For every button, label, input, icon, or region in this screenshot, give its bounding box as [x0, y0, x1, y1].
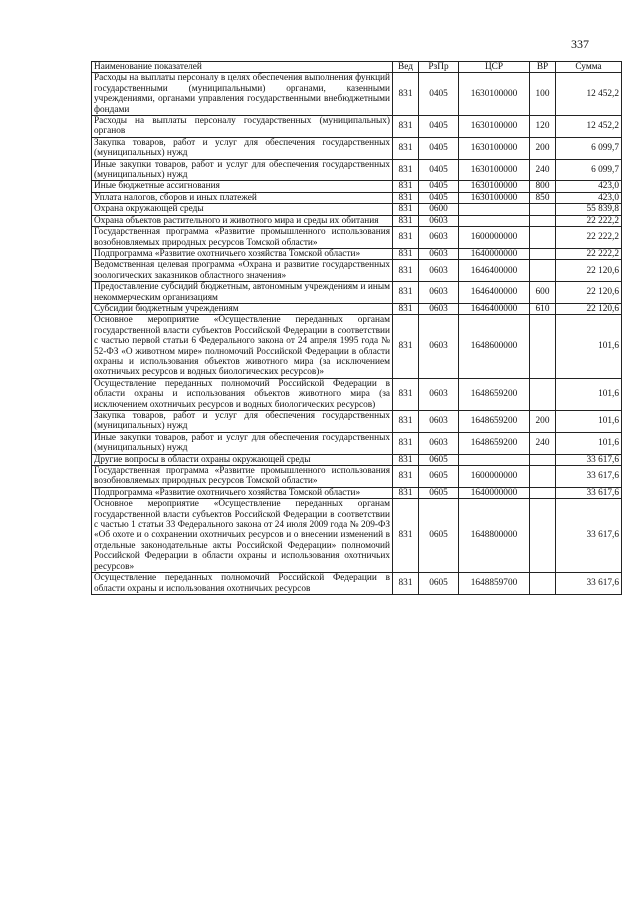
cell-csr [459, 215, 530, 226]
cell-ved: 831 [393, 248, 419, 259]
header-rzpr: РзПр [419, 62, 459, 73]
cell-sum: 101,6 [556, 411, 622, 433]
cell-vr [530, 215, 556, 226]
cell-sum: 12 452,2 [556, 73, 622, 116]
cell-name: Расходы на выплаты персоналу государственных (муниципальных) органов [92, 116, 393, 138]
cell-rzpr: 0603 [419, 248, 459, 259]
cell-vr [530, 487, 556, 498]
cell-sum: 101,6 [556, 378, 622, 410]
table-row [92, 282, 622, 304]
header-ved: Вед [393, 62, 419, 73]
cell-sum: 33 617,6 [556, 466, 622, 488]
cell-rzpr: 0603 [419, 215, 459, 226]
cell-name: Подпрограмма «Развитие охотничьего хозяйства Томской области» [92, 248, 393, 259]
cell-name: Субсидии бюджетным учреждениям [92, 303, 393, 314]
cell-ved: 831 [393, 159, 419, 181]
cell-csr: 1648600000 [459, 315, 530, 378]
table-row [92, 116, 622, 138]
cell-rzpr: 0405 [419, 116, 459, 138]
table-row [92, 204, 622, 215]
cell-ved: 831 [393, 454, 419, 465]
cell-rzpr: 0405 [419, 192, 459, 203]
cell-name: Уплата налогов, сборов и иных платежей [92, 192, 393, 203]
header-vr: ВР [530, 62, 556, 73]
cell-sum: 101,6 [556, 432, 622, 454]
cell-csr: 1600000000 [459, 227, 530, 249]
cell-vr [530, 378, 556, 410]
cell-csr: 1630100000 [459, 116, 530, 138]
cell-sum: 423,0 [556, 181, 622, 192]
cell-rzpr: 0605 [419, 499, 459, 573]
cell-rzpr: 0405 [419, 159, 459, 181]
cell-name: Другие вопросы в области охраны окружающей среды [92, 454, 393, 465]
budget-table [91, 61, 622, 595]
cell-rzpr: 0605 [419, 454, 459, 465]
cell-ved: 831 [393, 282, 419, 304]
page-number: 337 [571, 37, 589, 51]
cell-ved: 831 [393, 181, 419, 192]
cell-ved: 831 [393, 411, 419, 433]
cell-ved: 831 [393, 573, 419, 595]
cell-sum: 33 617,6 [556, 573, 622, 595]
cell-csr: 1648800000 [459, 499, 530, 573]
table-row [92, 73, 622, 116]
cell-csr: 1646400000 [459, 260, 530, 282]
cell-sum: 12 452,2 [556, 116, 622, 138]
cell-name: Расходы на выплаты персоналу в целях обеспечения выполнения функций государственными (муниципальными) органами, казенными учреждениями, органами управления государственными внебюджетными фондами [92, 73, 393, 116]
cell-sum: 33 617,6 [556, 454, 622, 465]
table-row [92, 487, 622, 498]
cell-csr: 1630100000 [459, 159, 530, 181]
table-row [92, 411, 622, 433]
cell-vr: 200 [530, 411, 556, 433]
cell-csr: 1648859700 [459, 573, 530, 595]
cell-sum: 6 099,7 [556, 159, 622, 181]
table-row [92, 573, 622, 595]
cell-name: Государственная программа «Развитие промышленного использования возобновляемых природных ресурсов Томской области» [92, 466, 393, 488]
cell-vr [530, 227, 556, 249]
cell-name: Осуществление переданных полномочий Российской Федерации в области охраны и использования объектов животного мира (за исключением охотничьих ресурсов и водных биологических ресурсов) [92, 378, 393, 410]
cell-ved: 831 [393, 204, 419, 215]
cell-rzpr: 0603 [419, 315, 459, 378]
cell-vr [530, 454, 556, 465]
cell-sum: 33 617,6 [556, 499, 622, 573]
cell-name: Осуществление переданных полномочий Российской Федерации в области охраны и использования охотничьих ресурсов [92, 573, 393, 595]
cell-vr [530, 573, 556, 595]
cell-vr: 240 [530, 159, 556, 181]
cell-rzpr: 0603 [419, 282, 459, 304]
cell-rzpr: 0603 [419, 378, 459, 410]
table-row [92, 260, 622, 282]
cell-vr [530, 499, 556, 573]
cell-vr: 800 [530, 181, 556, 192]
cell-ved: 831 [393, 215, 419, 226]
cell-csr: 1630100000 [459, 137, 530, 159]
cell-csr: 1630100000 [459, 181, 530, 192]
table-row [92, 499, 622, 573]
cell-ved: 831 [393, 73, 419, 116]
cell-rzpr: 0605 [419, 487, 459, 498]
cell-csr: 1646400000 [459, 303, 530, 314]
cell-ved: 831 [393, 227, 419, 249]
cell-rzpr: 0605 [419, 466, 459, 488]
cell-csr: 1648659200 [459, 378, 530, 410]
table-body [92, 73, 622, 595]
table-row [92, 454, 622, 465]
cell-vr: 200 [530, 137, 556, 159]
cell-ved: 831 [393, 260, 419, 282]
cell-sum: 22 120,6 [556, 303, 622, 314]
table-row [92, 215, 622, 226]
table-row [92, 378, 622, 410]
cell-name: Основное мероприятие «Осуществление переданных органам государственной власти субъектов Российской Федерации в соответствии с частью первой статьи 6 Федерального закона от 24 апреля 1995 года № 52-ФЗ «О животном мире» полномочий Российской Федерации в области охраны и использования объектов животного мира (за исключением охотничьих ресурсов и водных биологических ресурсов)» [92, 315, 393, 378]
cell-sum: 6 099,7 [556, 137, 622, 159]
cell-csr [459, 454, 530, 465]
cell-name: Подпрограмма «Развитие охотничьего хозяйства Томской области» [92, 487, 393, 498]
cell-vr: 610 [530, 303, 556, 314]
cell-rzpr: 0603 [419, 260, 459, 282]
cell-csr: 1630100000 [459, 192, 530, 203]
cell-vr: 100 [530, 73, 556, 116]
cell-vr [530, 248, 556, 259]
cell-name: Иные закупки товаров, работ и услуг для обеспечения государственных (муниципальных) нужд [92, 432, 393, 454]
cell-sum: 55 839,8 [556, 204, 622, 215]
cell-name: Закупка товаров, работ и услуг для обеспечения государственных (муниципальных) нужд [92, 411, 393, 433]
cell-ved: 831 [393, 432, 419, 454]
cell-ved: 831 [393, 499, 419, 573]
table-row [92, 248, 622, 259]
cell-sum: 101,6 [556, 315, 622, 378]
cell-name: Государственная программа «Развитие промышленного использования возобновляемых природных ресурсов Томской области» [92, 227, 393, 249]
header-sum: Сумма [556, 62, 622, 73]
cell-rzpr: 0603 [419, 432, 459, 454]
cell-sum: 33 617,6 [556, 487, 622, 498]
cell-name: Предоставление субсидий бюджетным, автономным учреждениям и иным некоммерческим организациям [92, 282, 393, 304]
cell-sum: 22 222,2 [556, 227, 622, 249]
cell-csr [459, 204, 530, 215]
cell-vr [530, 260, 556, 282]
cell-ved: 831 [393, 466, 419, 488]
cell-vr: 240 [530, 432, 556, 454]
cell-sum: 423,0 [556, 192, 622, 203]
cell-csr: 1648659200 [459, 432, 530, 454]
cell-vr: 600 [530, 282, 556, 304]
table-header-row [92, 62, 622, 73]
cell-ved: 831 [393, 378, 419, 410]
cell-vr: 850 [530, 192, 556, 203]
cell-rzpr: 0605 [419, 573, 459, 595]
cell-csr: 1646400000 [459, 282, 530, 304]
cell-ved: 831 [393, 303, 419, 314]
cell-sum: 22 222,2 [556, 248, 622, 259]
table-row [92, 466, 622, 488]
cell-rzpr: 0603 [419, 303, 459, 314]
cell-name: Закупка товаров, работ и услуг для обеспечения государственных (муниципальных) нужд [92, 137, 393, 159]
cell-rzpr: 0603 [419, 411, 459, 433]
cell-ved: 831 [393, 137, 419, 159]
cell-vr [530, 466, 556, 488]
cell-sum: 22 120,6 [556, 260, 622, 282]
cell-sum: 22 222,2 [556, 215, 622, 226]
cell-vr: 120 [530, 116, 556, 138]
cell-rzpr: 0405 [419, 181, 459, 192]
cell-csr: 1630100000 [459, 73, 530, 116]
cell-name: Иные закупки товаров, работ и услуг для обеспечения государственных (муниципальных) нужд [92, 159, 393, 181]
cell-ved: 831 [393, 116, 419, 138]
cell-csr: 1640000000 [459, 487, 530, 498]
cell-vr [530, 315, 556, 378]
cell-name: Охрана объектов растительного и животного мира и среды их обитания [92, 215, 393, 226]
cell-ved: 831 [393, 487, 419, 498]
table-row [92, 303, 622, 314]
table-row [92, 192, 622, 203]
cell-rzpr: 0603 [419, 227, 459, 249]
cell-rzpr: 0600 [419, 204, 459, 215]
table-row [92, 159, 622, 181]
table-row [92, 181, 622, 192]
cell-name: Ведомственная целевая программа «Охрана и развитие государственных зоологических заказников областного значения» [92, 260, 393, 282]
cell-name: Охрана окружающей среды [92, 204, 393, 215]
header-csr: ЦСР [459, 62, 530, 73]
cell-rzpr: 0405 [419, 137, 459, 159]
cell-name: Основное мероприятие «Осуществление переданных органам государственной власти субъектов Российской Федерации в соответствии с частью 1 статьи 33 Федерального закона от 24 июля 2009 года № 209-ФЗ «Об охоте и о сохранении охотничьих ресурсов и о внесении изменений в отдельные законодательные акты Российской Федерации» полномочий Российской Федерации в области охраны и использования охотничьих ресурсов» [92, 499, 393, 573]
table-row [92, 137, 622, 159]
cell-ved: 831 [393, 192, 419, 203]
cell-csr: 1600000000 [459, 466, 530, 488]
table-row [92, 432, 622, 454]
cell-ved: 831 [393, 315, 419, 378]
cell-csr: 1648659200 [459, 411, 530, 433]
cell-name: Иные бюджетные ассигнования [92, 181, 393, 192]
header-name: Наименование показателей [92, 62, 393, 73]
cell-csr: 1640000000 [459, 248, 530, 259]
cell-sum: 22 120,6 [556, 282, 622, 304]
cell-rzpr: 0405 [419, 73, 459, 116]
table-row [92, 315, 622, 378]
table-row [92, 227, 622, 249]
cell-vr [530, 204, 556, 215]
